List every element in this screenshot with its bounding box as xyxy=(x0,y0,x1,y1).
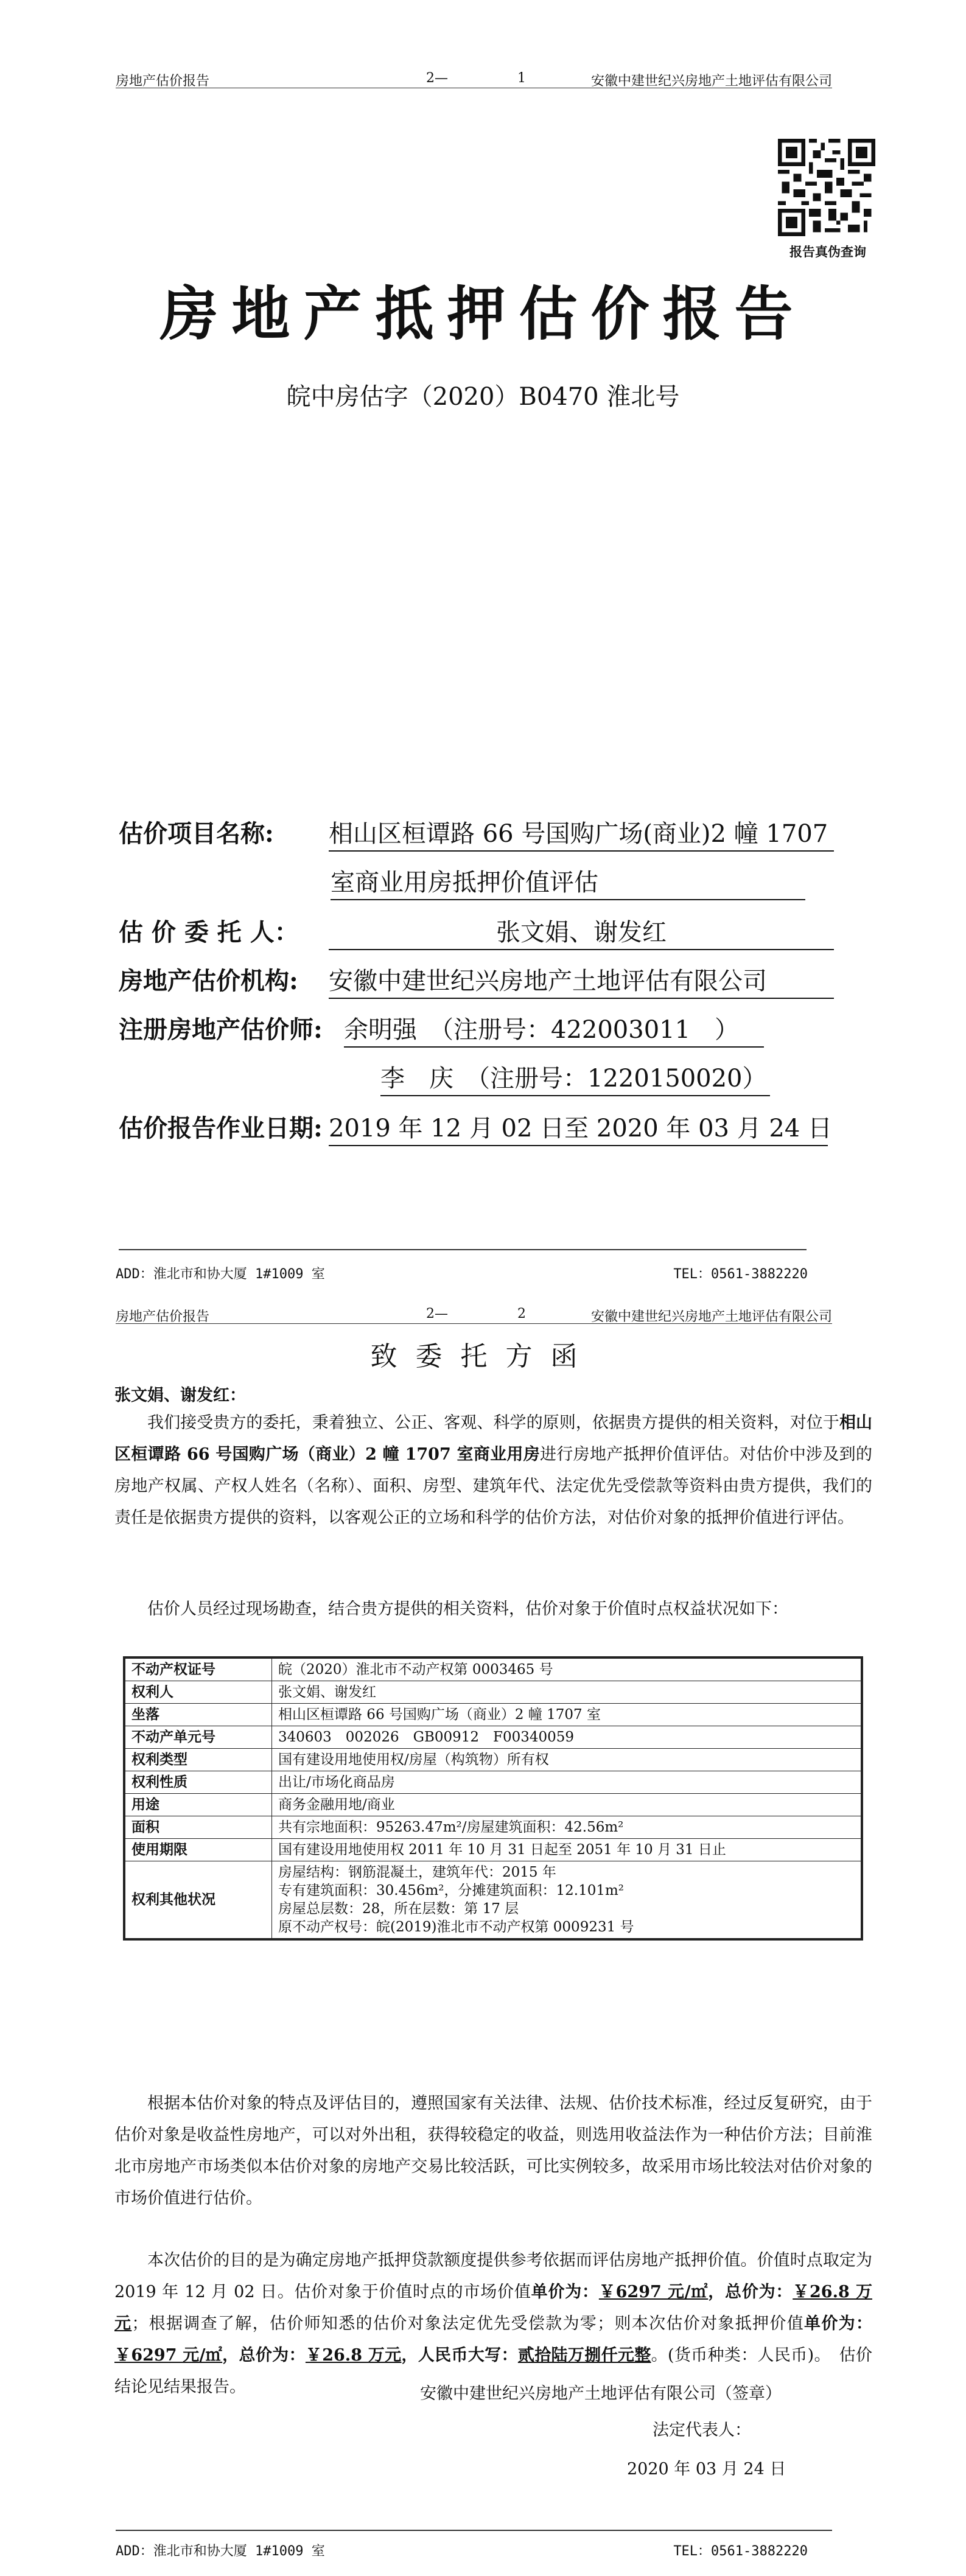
divider xyxy=(116,2530,832,2531)
other-status-line: 房屋结构：钢筋混凝土，建筑年代：2015 年 xyxy=(278,1864,556,1880)
org-label: 房地产估价机构: xyxy=(119,967,298,995)
para4-text-b: ；根据调查了解，估价师知悉的估价对象法定优先受偿款为零；则本次估价对象抵押价值 xyxy=(131,2314,805,2333)
appraiser-row xyxy=(119,1010,764,1048)
salutation: 张文娟、谢发红： xyxy=(114,1386,246,1405)
divider xyxy=(119,1249,807,1250)
para4-total2-label: ，总价为： xyxy=(222,2346,306,2365)
para4-total-price: ￥26.8 万元 xyxy=(114,2283,872,2333)
table-key: 权利类型 xyxy=(125,1749,272,1771)
project-name-row xyxy=(119,814,834,852)
page-header xyxy=(116,67,832,88)
header-company: 安徽中建世纪兴房地产土地评估有限公司 xyxy=(590,1309,832,1325)
para1-property: 相山区桓谭路 66 号国购广场（商业）2 幢 1707 室商业用房 xyxy=(114,1413,873,1464)
para4-unit2-label: 单价为： xyxy=(804,2314,873,2333)
para4-total-label: ，总价为： xyxy=(708,2283,793,2301)
table-key: 用途 xyxy=(125,1794,272,1816)
rights-table xyxy=(125,1658,861,1939)
client-label: 估 价 委 托 人： xyxy=(119,918,299,947)
para4-mortgage-unit-price: ￥6297 元/㎡ xyxy=(114,2346,223,2365)
signature-representative: 法定代表人： xyxy=(653,2421,751,2440)
letter-title: 致委托方函 xyxy=(370,1341,596,1372)
page-footer xyxy=(116,1258,832,1282)
table-value: 国有建设用地使用权 2011 年 10 月 31 日起至 2051 年 10 月 31 日止 xyxy=(272,1839,861,1861)
header-page-b: 1 xyxy=(517,71,526,86)
footer-address: ADD：淮北市和协大厦 1#1009 室 xyxy=(116,2544,325,2559)
date-value: 2019 年 12 月 02 日至 2020 年 03 月 24 日 xyxy=(329,1109,828,1146)
para4-rmb-amount: 贰拾陆万捌仟元整 xyxy=(517,2346,651,2365)
page-footer xyxy=(116,2535,832,2559)
paragraph-4 xyxy=(114,2245,872,2403)
table-value: 340603 002026 GB00912 F00340059 xyxy=(272,1726,861,1749)
other-status-line: 专有建筑面积：30.456m²，分摊建筑面积：12.101m² xyxy=(278,1883,625,1899)
table-key: 不动产单元号 xyxy=(125,1726,272,1749)
footer-tel: TEL：0561-3882220 xyxy=(673,1267,808,1282)
appraiser-1: 余明强 （注册号：422003011 ） xyxy=(344,1010,764,1048)
footer-address: ADD：淮北市和协大厦 1#1009 室 xyxy=(116,1267,325,1282)
para4-unit-label: 单价为： xyxy=(531,2283,599,2301)
table-value: 国有建设用地使用权/房屋（构筑物）所有权 xyxy=(272,1749,861,1771)
table-row xyxy=(125,1681,861,1704)
para4-text-a: 本次估价的目的是为确定房地产抵押贷款额度提供参考依据而评估房地产抵押价值。价值时点取定为 2019 年 12 月 02 日。估价对象于价值时点的市场价值 xyxy=(114,2251,872,2301)
table-row xyxy=(125,1771,861,1794)
table-row xyxy=(125,1726,861,1749)
header-title: 房地产估价报告 xyxy=(116,1309,210,1325)
client-row xyxy=(119,913,834,950)
table-key: 权利其他状况 xyxy=(125,1861,272,1939)
para4-mortgage-total-price: ￥26.8 万元 xyxy=(305,2346,402,2365)
table-value: 出让/市场化商品房 xyxy=(272,1771,861,1794)
table-row xyxy=(125,1816,861,1839)
qr-caption: 报告真伪查询 xyxy=(789,244,866,259)
appraiser-label: 注册房地产估价师: xyxy=(119,1015,323,1044)
project-name-row-2 xyxy=(331,863,805,900)
paragraph-2: 估价人员经过现场勘查，结合贵方提供的相关资料，估价对象于价值时点权益状况如下： xyxy=(147,1600,788,1619)
para4-rmb-label: ，人民币大写： xyxy=(401,2346,518,2365)
org-value: 安徽中建世纪兴房地产土地评估有限公司 xyxy=(329,962,834,999)
table-key: 使用期限 xyxy=(125,1839,272,1861)
paragraph-1 xyxy=(114,1407,872,1534)
table-key: 不动产权证号 xyxy=(125,1659,272,1681)
paragraph-3: 根据本估价对象的特点及评估目的，遵照国家有关法律、法规、估价技术标准，经过反复研究，由于估价对象是收益性房地产，可以对外出租，获得较稳定的收益，则选用收益法作为一种估价方法；目前淮北市房地产市场类似本估价对象的房地产交易比较活跃，可比实例较多，故采用市场比较法对估价对象的市场价值进行估价。 xyxy=(114,2094,872,2208)
signature-date: 2020 年 03 月 24 日 xyxy=(627,2460,786,2479)
table-value: 共有宗地面积：95263.47m²/房屋建筑面积：42.56m² xyxy=(272,1816,861,1839)
para4-unit-price: ￥6297 元/㎡ xyxy=(598,2283,709,2301)
footer-tel: TEL：0561-3882220 xyxy=(673,2544,808,2559)
project-name-value-line1: 相山区桓谭路 66 号国购广场(商业)2 幢 1707 xyxy=(329,814,834,852)
other-status-line: 原不动产权号：皖(2019)淮北市不动产权第 0009231 号 xyxy=(278,1919,634,1935)
signature-company: 安徽中建世纪兴房地产土地评估有限公司（签章） xyxy=(420,2384,782,2403)
table-value: 张文娟、谢发红 xyxy=(272,1681,861,1704)
report-title: 房地产抵押估价报告 xyxy=(159,279,807,348)
table-value: 皖（2020）淮北市不动产权第 0003465 号 xyxy=(272,1659,861,1681)
header-page-a: 2— xyxy=(426,71,448,86)
table-key: 权利人 xyxy=(125,1681,272,1704)
appraiser-2: 李 庆 （注册号：1220150020） xyxy=(380,1059,770,1096)
header-title: 房地产估价报告 xyxy=(116,74,210,89)
para1-text-c: 进行房地产抵押价值评估。对估价中涉及到的房地产权属、产权人姓名（名称）、面积、房型、建筑年代、法定优先受偿款等资料由贵方提供，我们的责任是依据贵方提供的资料，以客观公正的立场和科学的估价方法，对估价对象的抵押价值进行评估。 xyxy=(114,1445,872,1527)
para4-text-c: 。(货币种类：人民币)。 估价结论见结果报告。 xyxy=(114,2346,873,2396)
table-row-other xyxy=(125,1861,861,1939)
date-row xyxy=(119,1109,833,1146)
table-value: 商务金融用地/商业 xyxy=(272,1794,861,1816)
para1-text-a: 我们接受贵方的委托，秉着独立、公正、客观、科学的原则，依据贵方提供的相关资料，对位于 xyxy=(147,1413,839,1432)
table-row xyxy=(125,1749,861,1771)
table-value-other xyxy=(272,1861,861,1939)
table-key: 面积 xyxy=(125,1816,272,1839)
table-key: 权利性质 xyxy=(125,1771,272,1794)
table-row xyxy=(125,1794,861,1816)
qr-code-icon[interactable] xyxy=(778,139,875,236)
table-key: 坐落 xyxy=(125,1704,272,1726)
other-status-line: 房屋总层数：28，所在层数：第 17 层 xyxy=(278,1901,519,1917)
table-row xyxy=(125,1704,861,1726)
date-label: 估价报告作业日期: xyxy=(119,1114,323,1143)
table-row xyxy=(125,1659,861,1681)
header-company: 安徽中建世纪兴房地产土地评估有限公司 xyxy=(590,74,832,89)
project-name-value-line2: 室商业用房抵押价值评估 xyxy=(331,863,805,900)
page-header xyxy=(116,1303,832,1324)
document-number: 皖中房估字（2020）B0470 淮北号 xyxy=(286,383,680,411)
table-value: 相山区桓谭路 66 号国购广场（商业）2 幢 1707 室 xyxy=(272,1704,861,1726)
header-page-b: 2 xyxy=(517,1306,526,1321)
client-value: 张文娟、谢发红 xyxy=(329,913,834,950)
project-name-label: 估价项目名称: xyxy=(119,819,274,848)
org-row xyxy=(119,962,834,999)
table-row xyxy=(125,1839,861,1861)
appraiser-row-2 xyxy=(380,1059,770,1096)
header-page-a: 2— xyxy=(426,1306,448,1321)
